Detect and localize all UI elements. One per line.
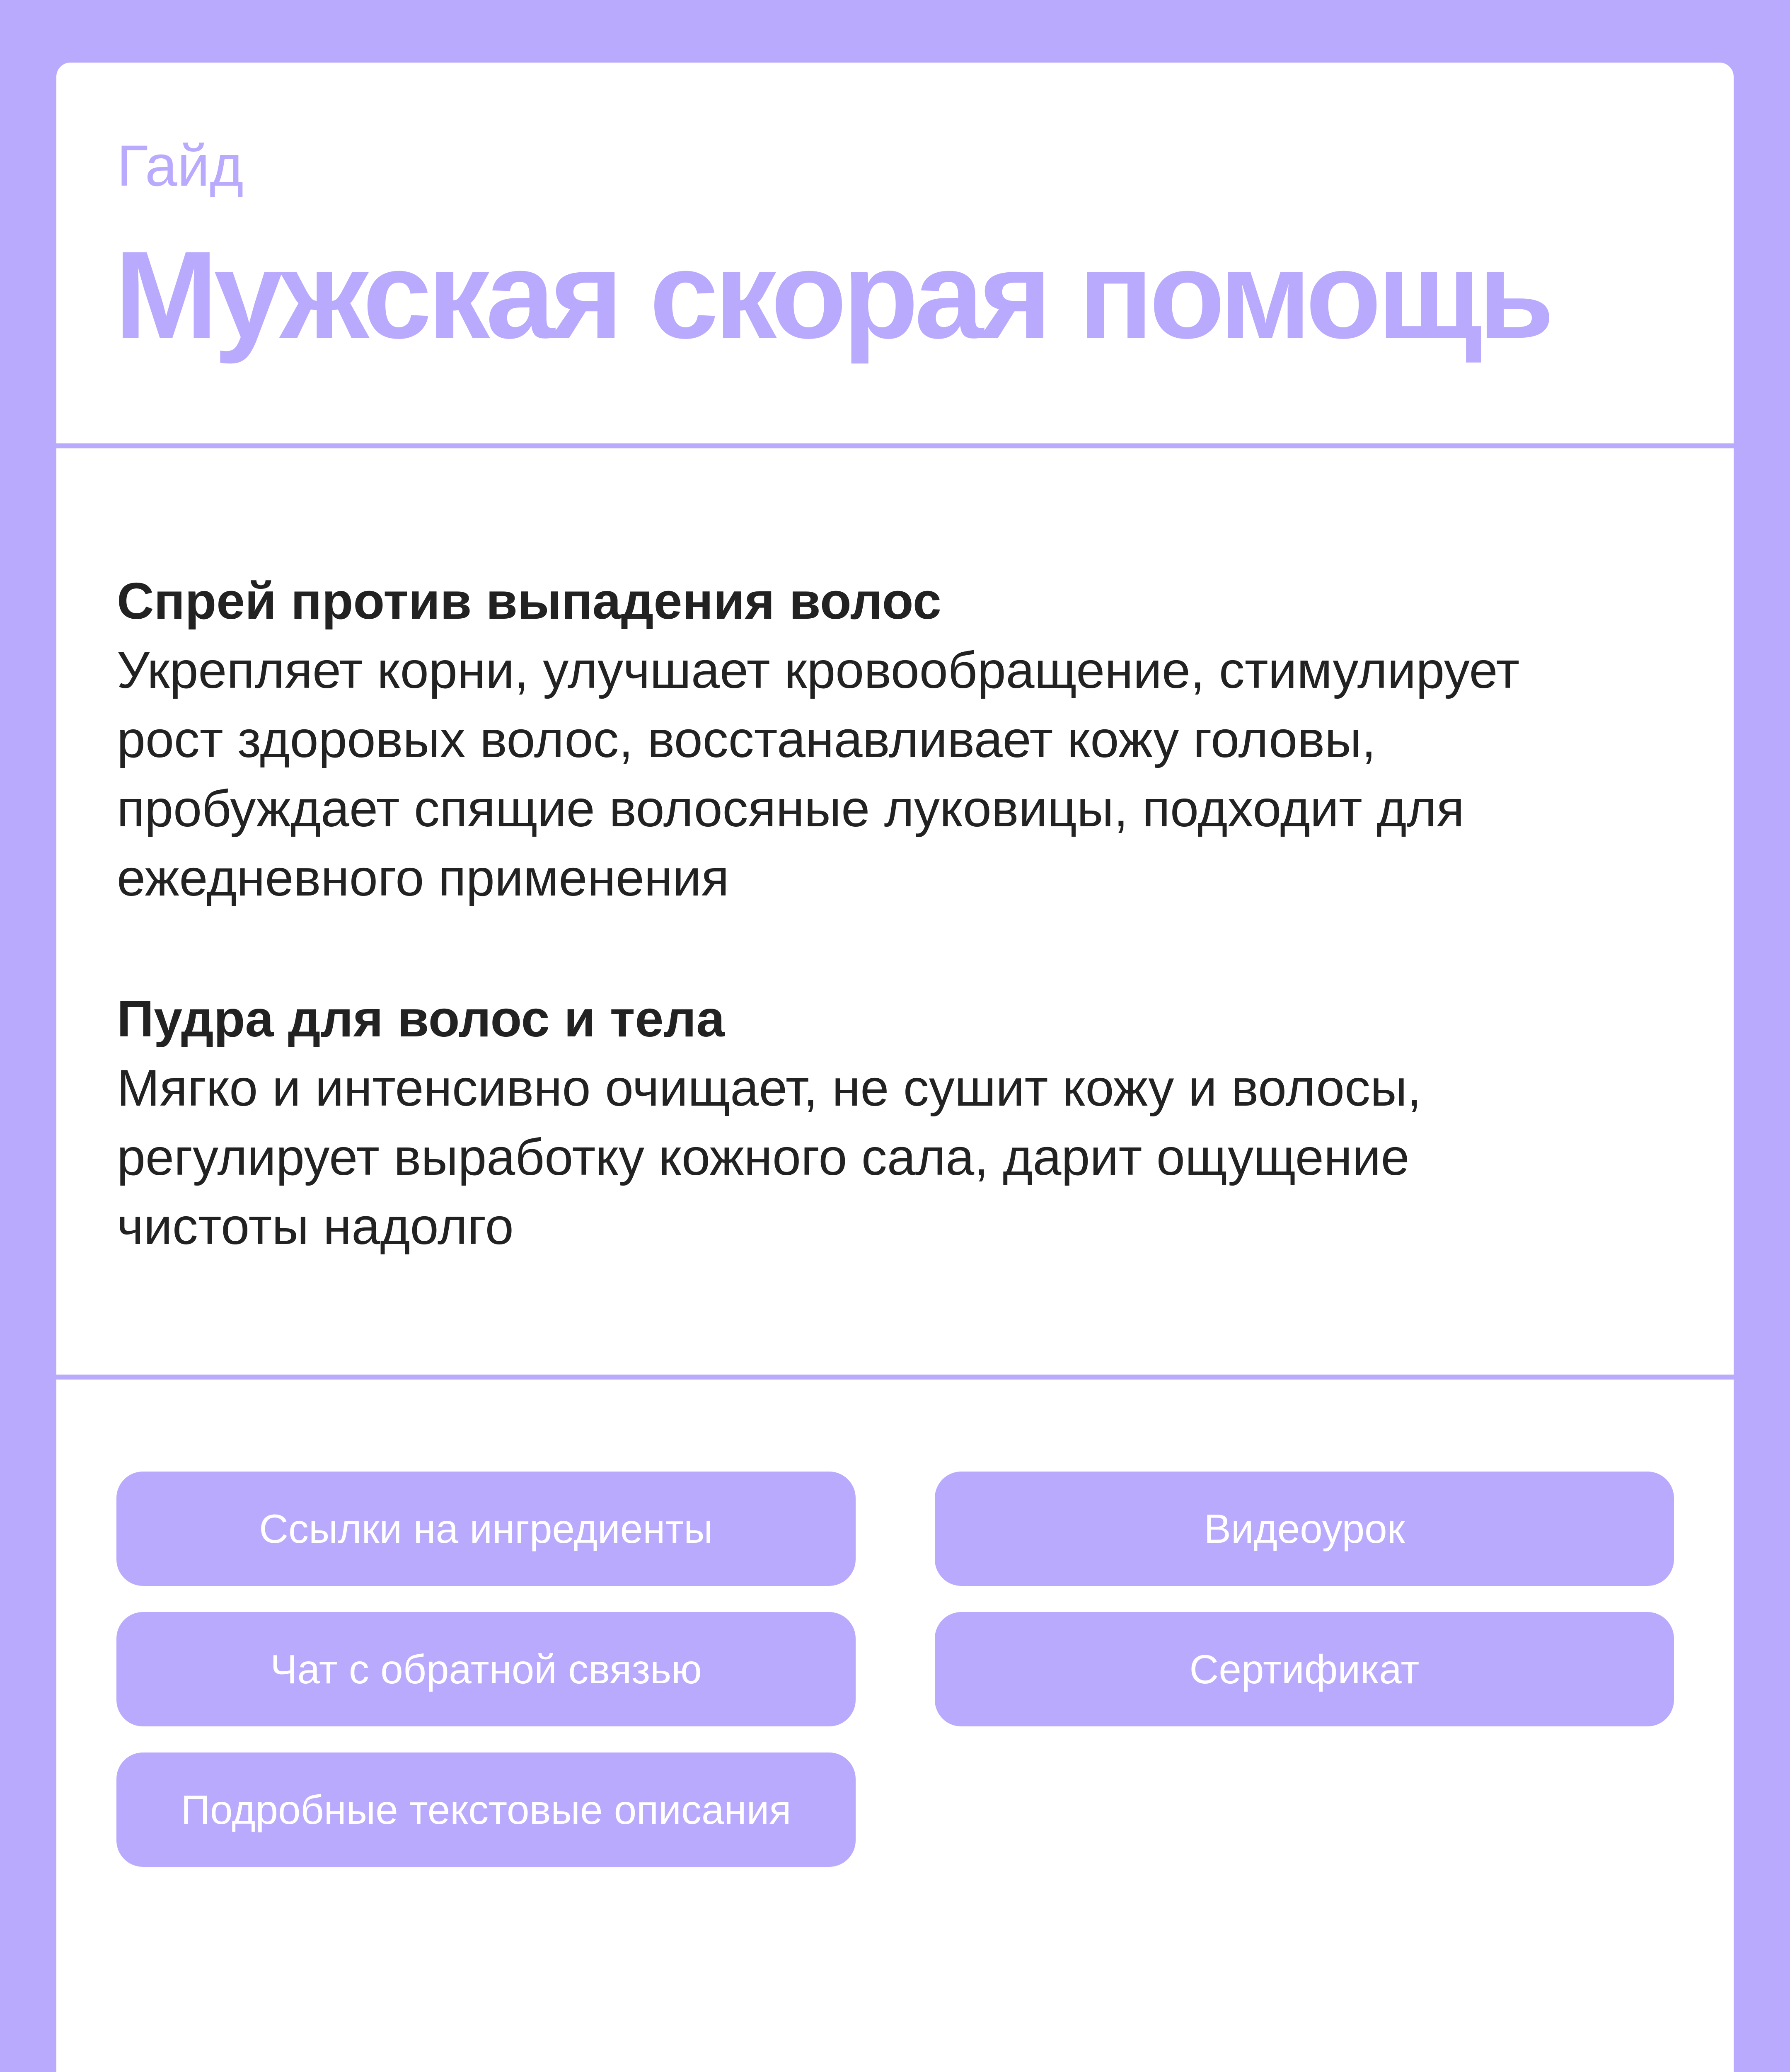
content-divider [56, 1375, 1734, 1380]
feedback-chat-button[interactable]: Чат с обратной связью [116, 1612, 856, 1726]
product-description-line: Мягко и интенсивно очищает, не сушит кожу и волосы, [117, 1060, 1422, 1117]
product-name: Спрей против выпадения волос [117, 573, 941, 630]
ingredients-links-button[interactable]: Ссылки на ингредиенты [116, 1472, 856, 1586]
product-name: Пудра для волос и тела [117, 990, 725, 1048]
product-description-line: регулирует выработку кожного сала, дарит ощущение [117, 1129, 1410, 1186]
text-descriptions-button[interactable]: Подробные текстовые описания [116, 1752, 856, 1867]
product-description-line: рост здоровых волос, восстанавливает кожу головы, [117, 711, 1376, 768]
product-description-line: ежедневного применения [117, 850, 729, 907]
video-lesson-button[interactable]: Видеоурок [935, 1472, 1674, 1586]
product-description-line: Укрепляет корни, улучшает кровообращение, стимулирует [117, 642, 1520, 699]
page-title: Мужская скорая помощь [114, 225, 1551, 364]
product-hair-body-powder [117, 985, 1704, 1261]
guide-card [56, 63, 1734, 2072]
certificate-button[interactable]: Сертификат [935, 1612, 1674, 1726]
product-hair-spray [117, 567, 1704, 913]
header-divider [56, 443, 1734, 448]
product-description-line: чистоты надолго [117, 1198, 514, 1255]
guide-label: Гайд [117, 133, 244, 198]
product-description-line: пробуждает спящие волосяные луковицы, подходит для [117, 780, 1465, 838]
